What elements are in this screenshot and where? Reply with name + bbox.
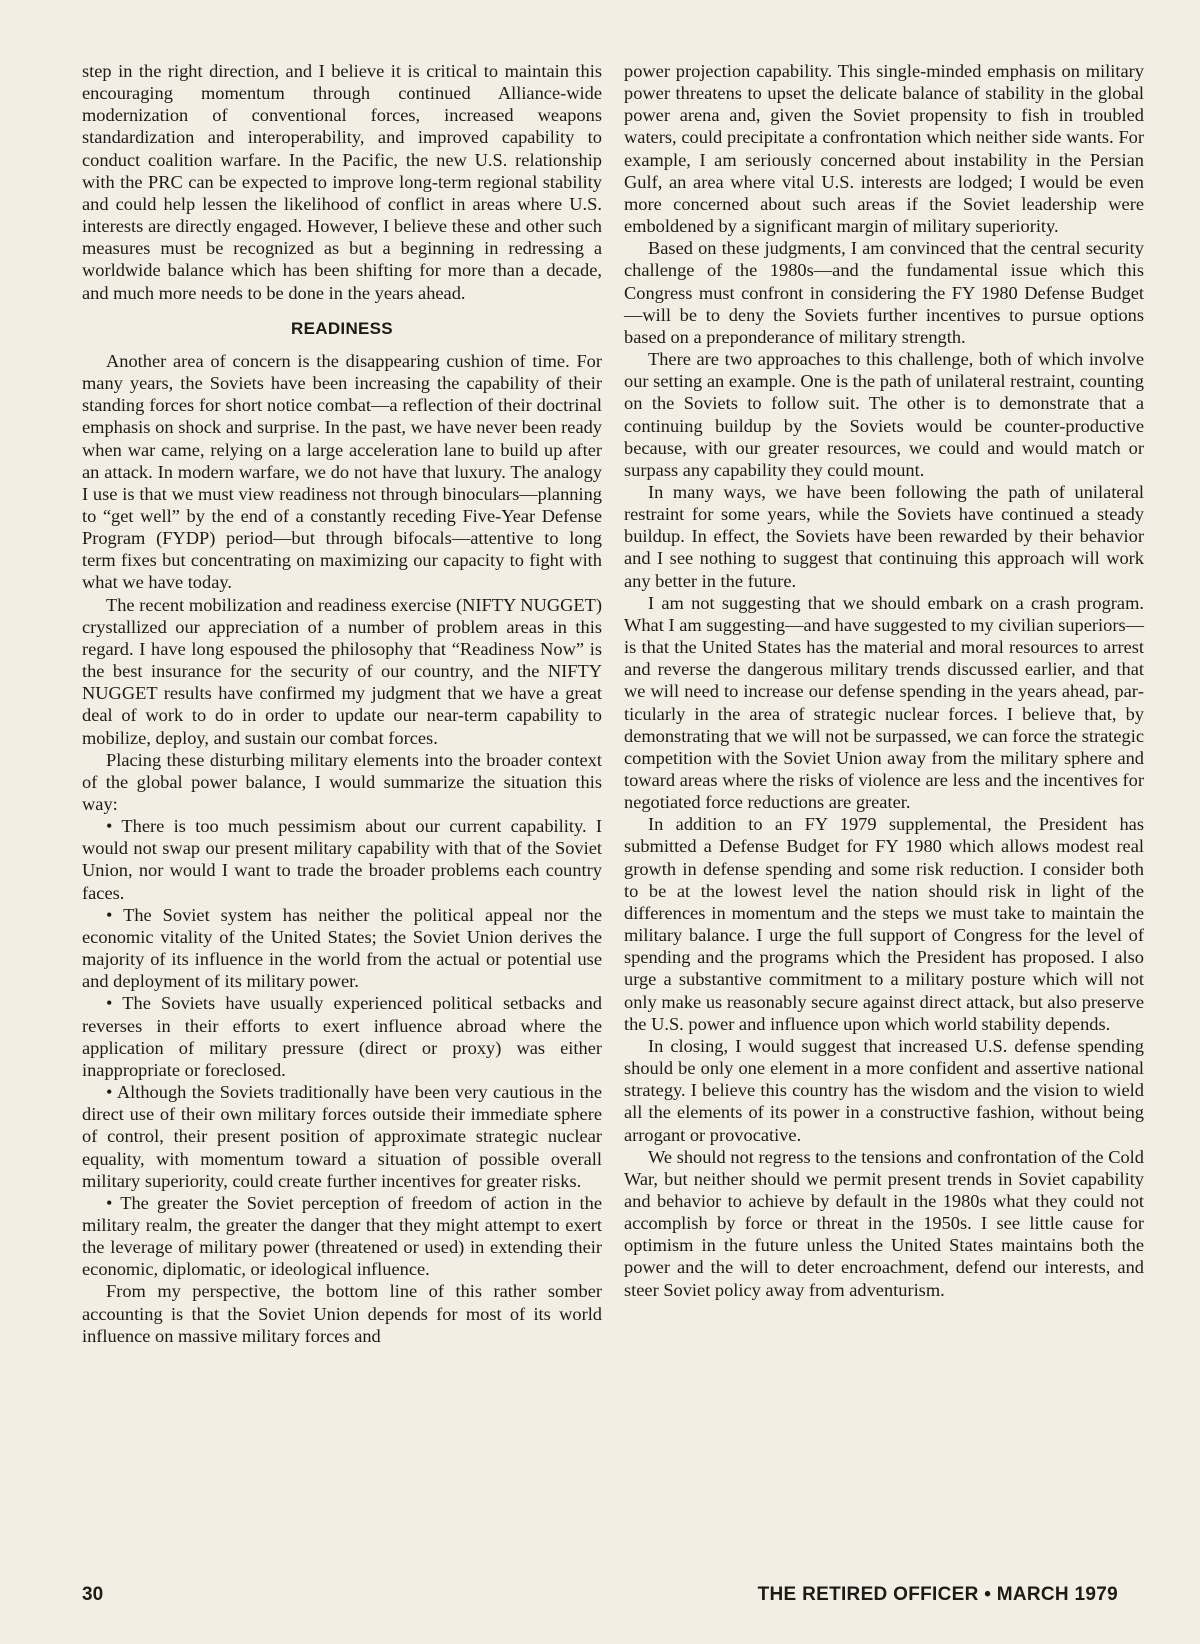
bullet-item: • The Soviet system has neither the political appeal nor the economic vitality of the United States; the Soviet Union derives the majority of its influence in the world from the actual or potential use and deployment of its military power. <box>82 904 602 992</box>
bullet-item: • The Soviets have usually experienced political setbacks and reverses in their efforts to exert influence abroad where the application of military pressure (direct or proxy) was either inappropriate or foreclosed. <box>82 993 602 1080</box>
paragraph: Another area of concern is the disappearing cushion of time. For many years, the Soviets have been increasing the capability of their standing forces for short notice combat—a reflection of their doctrinal emphasis on shock and surprise. In the past, we have never been ready when war came, relying on a large acceleration lane to build up after an attack. In modern warfare, we do not have that luxury. The analogy I use is that we must view readiness not through binoculars—planning to “get well” by the end of a constantly receding Five-Year Defense Program (FYDP) period—but through bifocals—attentive to long term fixes but concentrating on maximizing our capacity to fight with what we have today. <box>82 350 602 593</box>
paragraph: In addition to an FY 1979 supplemental, the President has submitted a Defense Budget for FY 1980 which allows modest real growth in defense spending and some risk reduction. I consider both to be at the lowest level the nation should risk in light of the differences in momentum and the steps we must take to maintain the military balance. I urge the full support of Congress for the level of spending and the programs which the President has proposed. I also urge a substantive commitment to a military posture which will not only make us reasonably secure against direct attack, but also preserve the U.S. power and influence upon which world stability depends. <box>624 814 1144 1034</box>
paragraph: Placing these disturbing military elements into the broader context of the global power balance, I would summarize the situation this way: <box>82 749 602 814</box>
paragraph: In many ways, we have been following the path of unilateral restraint for some years, while the Soviets have continued a steady buildup. In effect, the Soviets have been rewarded by their behavior and I see nothing to suggest that continuing this approach will work any better in the future. <box>624 481 1144 591</box>
section-heading: READINESS <box>291 318 393 338</box>
bullet-item: • There is too much pessimism about our current capability. I would not swap our present military capability with that of the Soviet Union, nor would I want to trade the broader problems each country faces. <box>82 816 602 903</box>
paragraph: There are two approaches to this challenge, both of which involve our setting an example. One is the path of unilateral restraint, counting on the Soviets to follow suit. The other is to demonstrate that a continuing buildup by the Soviets would be counter-productive because, with our greater resources, we could and would match or surpass any capability they could mount. <box>624 349 1144 480</box>
page-footer <box>82 1584 1118 1610</box>
paragraph: I am not suggesting that we should embark on a crash program. What I am suggesting—and have suggested to my civilian superiors—is that the United States has the material and moral resources to arrest and reverse the dangerous military trends discussed earlier, and that we will need to increase our defense spending in the years ahead, particularly in the area of strategic nuclear forces. I believe that, by demonstrating that we will not be surpassed, we can force the strategic competition with the Soviet Union away from the military sphere and toward areas where the risks of violence are less and the incentives for negotiated force reductions are greater. <box>624 592 1144 813</box>
paragraph: We should not regress to the tensions and confrontation of the Cold War, but neither should we permit present trends in Soviet capability and behavior to achieve by default in the 1980s what they could not accomplish by force or threat in the 1950s. I see little cause for optimism in the future unless the United States maintains both the power and the will to deter encroachment, defend our interests, and steer Soviet policy away from adventurism. <box>624 1146 1144 1300</box>
paragraph: From my perspective, the bottom line of this rather somber accounting is that the Soviet Union depends for most of its world influence on massive military forces and <box>82 1281 602 1346</box>
paragraph: Based on these judgments, I am convinced that the central security challenge of the 1980s—and the fundamental issue which this Congress must confront in considering the FY 1980 Defense Budget—will be to deny the Soviets further incentives to pursue options based on a preponderance of military strength. <box>624 238 1144 347</box>
publication-info: THE RETIRED OFFICER • MARCH 1979 <box>757 1584 1118 1605</box>
bullet-item: • The greater the Soviet perception of freedom of action in the military realm, the greater the danger that they might attempt to exert the leverage of military power (threatened or used) in extending their economic, diplomatic, or ideological influence. <box>82 1192 602 1280</box>
right-column <box>624 60 1144 1301</box>
bullet-item: • Although the Soviets traditionally have been very cautious in the direct use of their own military forces outside their immediate sphere of control, their present position of approximate strategic nuclear equality, with momentum toward a situation of possible overall military superiority, could create further incentives for greater risks. <box>82 1082 602 1191</box>
paragraph: power projection capability. This single-minded emphasis on military power threatens to upset the delicate balance of stability in the global power arena and, given the Soviet propensity to fish in troubled waters, could precipitate a confrontation which neither side wants. For example, I am seriously concerned about instability in the Persian Gulf, an area where vital U.S. interests are lodged; I would be even more concerned about such areas if the Soviet leadership were emboldened by a significant margin of military superiority. <box>624 61 1144 237</box>
paragraph: In closing, I would suggest that increased U.S. defense spending should be only one element in a more confident and assertive national strategy. I believe this country has the wisdom and the vision to wield all the elements of its power in a constructive fashion, without being arrogant or provocative. <box>624 1035 1144 1145</box>
page-number: 30 <box>82 1584 104 1605</box>
paragraph: step in the right direction, and I believe it is critical to maintain this encouraging momentum through continued Alliance-wide modernization of conventional forces, increased weapons standardization and interoperability, and improved capability to conduct coalition warfare. In the Pacific, the new U.S. relationship with the PRC can be expected to improve long-term regional stability and could help lessen the likelihood of conflict in areas where U.S. interests are directly engaged. However, I believe these and other such measures must be recognized as but a beginning in redressing a worldwide balance which has been shifting for more than a decade, and much more needs to be done in the years ahead. <box>82 61 602 303</box>
left-column <box>82 60 602 1347</box>
paragraph: The recent mobilization and readiness exercise (NIFTY NUGGET) crystallized our appreciation of a number of problem areas in this regard. I have long espoused the philosophy that “Readiness Now” is the best insurance for the security of our country, and the NIFTY NUGGET results have confirmed my judgment that we have a great deal of work to do in order to update our near-term capability to mobilize, deploy, and sustain our combat forces. <box>82 594 602 748</box>
